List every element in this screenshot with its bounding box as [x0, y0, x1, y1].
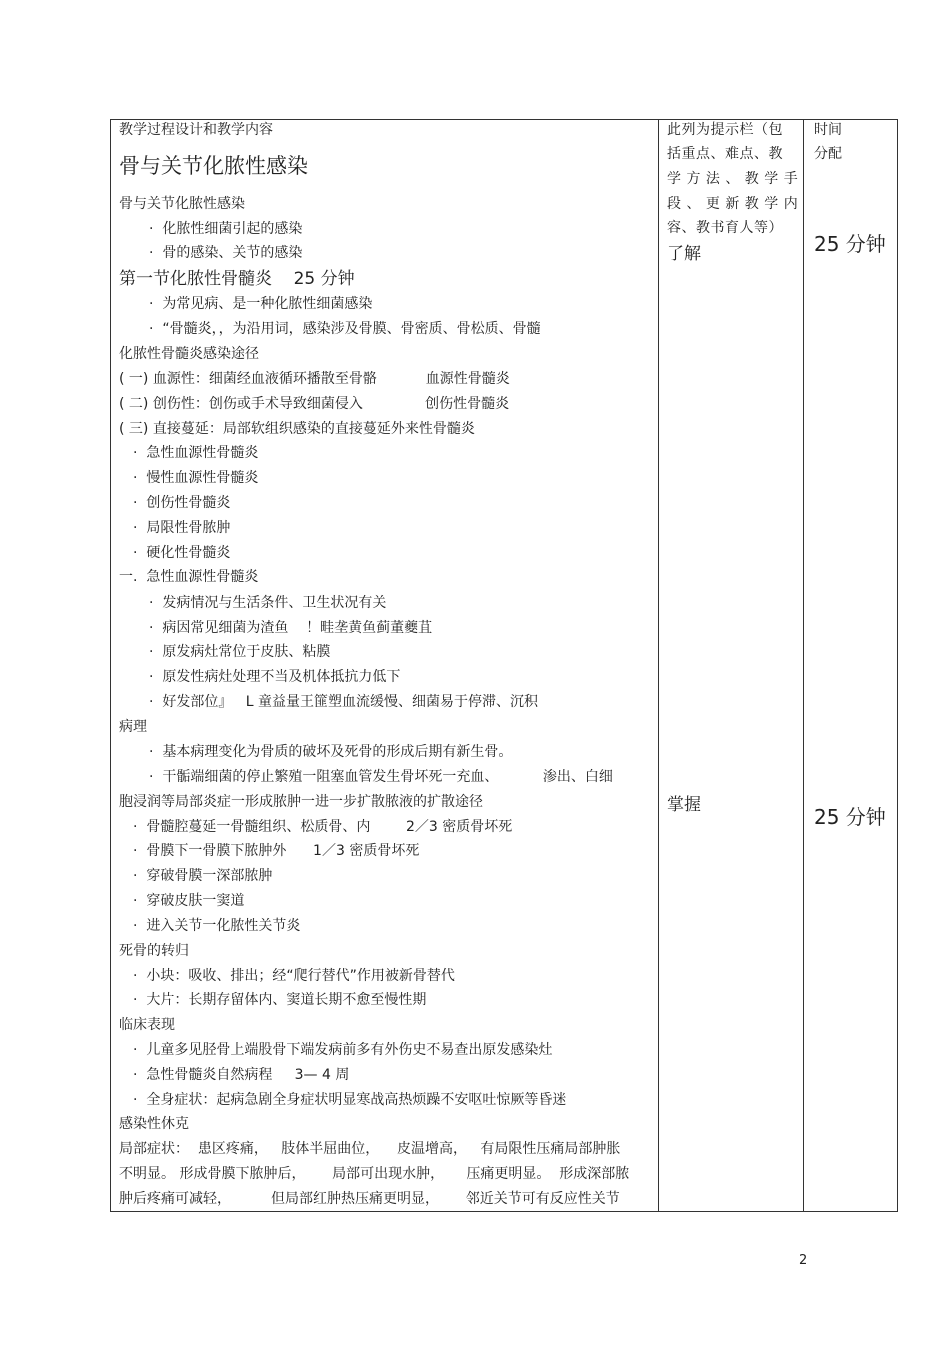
time-value: 25 分钟	[814, 805, 886, 829]
content-line: · 急性骨髓炎自然病程 3— 4 周	[133, 1067, 350, 1083]
hint-understand: 了解	[667, 244, 701, 264]
content-line: · 急性血源性骨髓炎	[133, 445, 259, 461]
section-title: 第一节化脓性骨髓炎 25 分钟	[119, 269, 355, 289]
content-line: · 骨的感染、关节的感染	[149, 245, 303, 261]
hint-line: 此列为提示栏（包	[667, 122, 783, 138]
content-line: · 创伤性骨髓炎	[133, 495, 231, 511]
content-line: · 穿破皮肤一窦道	[133, 893, 245, 909]
content-line: 胞浸润等局部炎症一形成脓肿一进一步扩散脓液的扩散途径	[119, 794, 483, 810]
content-line: · 穿破骨膜一深部脓肿	[133, 868, 273, 884]
content-line: 病理	[119, 719, 147, 735]
content-line: · 小块：吸收、排出；经“爬行替代”作用被新骨替代	[133, 968, 455, 984]
content-line: · 病因常见细菌为渣鱼 ！畦垄黄鱼蓟董夔苴	[149, 620, 433, 636]
content-line: ( 一) 血源性：细菌经血液循环播散至骨骼 血源性骨髓炎	[119, 371, 510, 387]
hint-line: 段 、 更 新 教 学 内	[667, 196, 799, 212]
content-line: · 干骺端细菌的停止繁殖一阻塞血管发生骨坏死一充血、 渗出、白细	[149, 769, 613, 785]
content-line: · 为常见病、是一种化脓性细菌感染	[149, 296, 373, 312]
content-line: · 基本病理变化为骨质的破坏及死骨的形成后期有新生骨。	[149, 744, 513, 760]
content-line: · 化脓性细菌引起的感染	[149, 221, 303, 237]
content-line: · 原发病灶常位于皮肤、粘膜	[149, 644, 331, 660]
time-column	[804, 120, 899, 1211]
lesson-plan-table	[110, 119, 898, 1212]
hint-line: 容、教书育人等）	[667, 220, 783, 236]
page-number: 2	[799, 1253, 808, 1268]
content-line: · 原发性病灶处理不当及机体抵抗力低下	[149, 669, 401, 685]
content-line: ( 三) 直接蔓延：局部软组织感染的直接蔓延外来性骨髓炎	[119, 421, 475, 437]
content-line: · 大片：长期存留体内、窦道长期不愈至慢性期	[133, 992, 427, 1008]
content-line: 化脓性骨髓炎感染途径	[119, 346, 259, 362]
content-line: · “骨髓炎，，为沿用词，感染涉及骨膜、骨密质、骨松质、骨髓	[149, 321, 541, 337]
content-line: · 全身症状：起病急剧全身症状明显寒战高热烦躁不安呕吐惊厥等昏迷	[133, 1092, 567, 1108]
content-line: 肿后疼痛可减轻， 但局部红肿热压痛更明显， 邻近关节可有反应性关节	[119, 1191, 620, 1207]
content-header: 教学过程设计和教学内容	[119, 122, 273, 138]
content-line: · 慢性血源性骨髓炎	[133, 470, 259, 486]
content-line: 局部症状： 患区疼痛， 肢体半屈曲位， 皮温增高， 有局限性压痛局部肿胀	[119, 1141, 621, 1157]
hint-line: 学 方 法 、 教 学 手	[667, 171, 799, 187]
content-line: 临床表现	[119, 1017, 175, 1033]
teaching-content-column	[111, 120, 659, 1211]
content-line: · 儿童多见胫骨上端股骨下端发病前多有外伤史不易查出原发感染灶	[133, 1042, 553, 1058]
content-line: · 硬化性骨髓炎	[133, 545, 231, 561]
time-header: 时间	[814, 122, 842, 138]
time-header: 分配	[814, 146, 842, 162]
content-line: · 进入关节一化脓性关节炎	[133, 918, 301, 934]
hint-line: 括重点、难点、教	[667, 146, 783, 162]
content-line: 死骨的转归	[119, 943, 189, 959]
content-line: 不明显。 形成骨膜下脓肿后， 局部可出现水肿， 压痛更明显。 形成深部脓	[119, 1166, 630, 1182]
content-line: 骨与关节化脓性感染	[119, 196, 245, 212]
lesson-title: 骨与关节化脓性感染	[119, 154, 308, 178]
content-line: · 局限性骨脓肿	[133, 520, 231, 536]
hint-column	[659, 120, 804, 1211]
hint-master: 掌握	[667, 795, 701, 815]
content-line: · 发病情况与生活条件、卫生状况有关	[149, 595, 387, 611]
content-line: · 骨髓腔蔓延一骨髓组织、松质骨、内 2／3 密质骨坏死	[133, 819, 513, 835]
time-value: 25 分钟	[814, 232, 886, 256]
content-line: 一. 急性血源性骨髓炎	[119, 569, 259, 585]
content-line: ( 二) 创伤性：创伤或手术导致细菌侵入 创伤性骨髓炎	[119, 396, 510, 412]
content-line: · 骨膜下一骨膜下脓肿外 1／3 密质骨坏死	[133, 843, 420, 859]
content-line: · 好发部位』 L 童益量王篚塑血流缓慢、细菌易于停滞、沉积	[149, 694, 538, 710]
content-line: 感染性休克	[119, 1116, 189, 1132]
